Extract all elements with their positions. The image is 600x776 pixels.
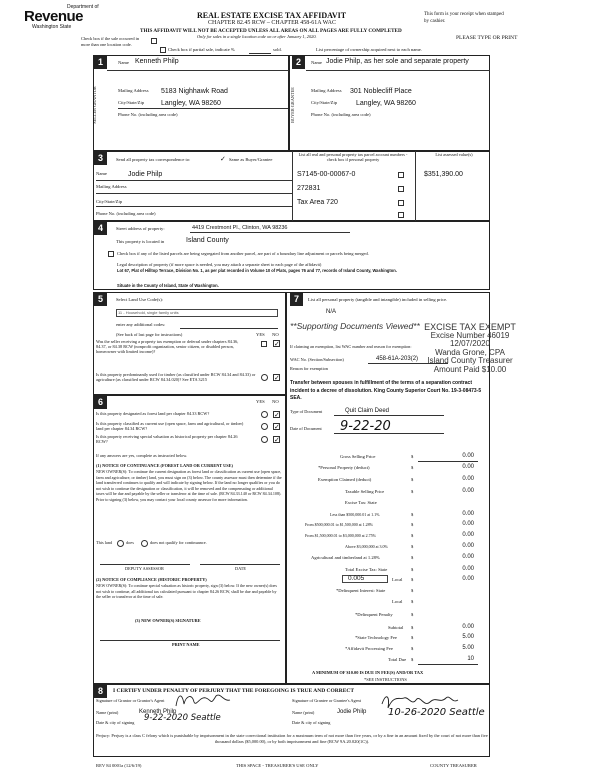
- grantee-date: 10-26-2020 Seattle: [388, 707, 485, 718]
- sec6-question-2: Is this property classified as current use (open space, farm and agricultural, or timber) land per chapter 84.34 RCW?: [96, 421, 244, 431]
- only-for-note: Only for sales in a single location code on or after January 1, 2020.: [197, 34, 317, 39]
- stamp-line-4: Wanda Grone, CPA: [435, 347, 505, 357]
- tech-fee-value: 5.00: [462, 634, 474, 640]
- same-as-buyer-label: Same as Buyer/Grantee: [229, 157, 273, 162]
- sec5-q2-no[interactable]: ✓: [274, 374, 280, 382]
- buyer-name-label: Name: [311, 60, 322, 65]
- taxable-label: Taxable Selling Price: [345, 489, 385, 494]
- buyer-name: Jodie Philp, as her sole and separate property: [326, 58, 469, 65]
- grantee-name-label: Name (print): [292, 710, 315, 715]
- excise-state-label: Excise Tax: State: [345, 500, 377, 505]
- rate-1-dollar: $: [411, 512, 414, 517]
- gross-dollar: $: [411, 454, 414, 459]
- taxable-value: 0.00: [462, 488, 474, 494]
- gross-label: Gross Selling Price: [340, 454, 376, 459]
- delinquent-penalty-dollar: $: [411, 612, 414, 617]
- date-label: DATE: [235, 566, 246, 571]
- personal-deduct-label: *Personal Property (deduct): [318, 465, 370, 470]
- section-5-number: 5: [94, 293, 107, 306]
- treasurer-only: THIS SPACE - TREASURER'S USE ONLY: [236, 763, 319, 768]
- stamp-line-2: Excise Number 46019: [430, 330, 510, 340]
- form-subtitle: CHAPTER 82.45 RCW – CHAPTER 458-61A WAC: [208, 20, 336, 26]
- rate-5-value: 0.00: [462, 554, 474, 560]
- subtotal-label: Subtotal: [388, 625, 404, 630]
- segregation-checkbox[interactable]: [108, 251, 114, 257]
- sec6-q3-yes[interactable]: [261, 436, 268, 443]
- tax-address-label: Mailing Address: [96, 184, 127, 189]
- form-title: REAL ESTATE EXCISE TAX AFFIDAVIT: [197, 11, 347, 20]
- taxable-dollar: $: [411, 489, 414, 494]
- sec6-yes-header: YES: [256, 399, 265, 404]
- print-name-label: PRINT NAME: [172, 642, 200, 647]
- rate-2-value: 0.00: [462, 521, 474, 527]
- sec5-q1-yes[interactable]: [261, 341, 267, 347]
- section-6-number: 6: [94, 396, 107, 409]
- tax-name-label: Name: [96, 171, 107, 176]
- seller-address: 5183 Nighhawk Road: [161, 88, 228, 95]
- stamp-line-6: Amount Paid $10.00: [433, 364, 507, 374]
- affidavit-fee-value: 5.00: [462, 645, 474, 651]
- see-instructions-note: *SEE INSTRUCTIONS: [364, 677, 407, 682]
- parcel-3-checkbox[interactable]: [398, 200, 404, 206]
- section-7-number: 7: [290, 293, 303, 306]
- grantor-name-label: Name (print): [96, 710, 119, 715]
- excise-exempt-stamp: [400, 323, 540, 374]
- sec6-q1-no[interactable]: ✓: [274, 411, 280, 419]
- dept-state: Washington State: [32, 24, 72, 30]
- land-use-value: 11 - Household, single family units: [118, 310, 179, 315]
- does-label: does: [126, 540, 134, 545]
- assessed-value: $351,390.00: [424, 171, 463, 178]
- stamp-line-1: EXCISE TAX EXEMPT: [424, 322, 516, 332]
- rate-3-label: From $1,500,000.01 to $3,000,000 at 2.75%: [305, 533, 376, 538]
- legal-label: Legal description of property (if more space is needed, you may attach a separate sheet to each page of the affidavit): [117, 262, 322, 267]
- parcel-1: S7145-00-00067-0: [297, 171, 356, 178]
- buyer-address-label: Mailing Address: [311, 88, 342, 93]
- grantee-date-label: Date & city of signing: [292, 720, 331, 725]
- situate: Situate in the County of Island, State of Washington.: [117, 283, 219, 288]
- buyer-side-label: BUYER GRANTEE: [290, 87, 295, 123]
- county-label: This property is located in: [116, 239, 165, 244]
- parcel-4-checkbox[interactable]: [398, 212, 404, 218]
- personal-property-na: N/A: [326, 309, 337, 315]
- grantor-date: 9-22-2020 Seattle: [144, 713, 221, 723]
- see-back-note: (See back of last page for instructions): [116, 332, 183, 337]
- parcels-header: List all real and personal property tax parcel account numbers - check box if personal property: [298, 152, 408, 162]
- certify-statement: I CERTIFY UNDER PENALTY OF PERJURY THAT THE FOREGOING IS TRUE AND CORRECT: [113, 688, 355, 694]
- notice-1-body: NEW OWNER(S): To continue the current designation as forest land or classification as current use (open space, farm and agriculture, or timber) land, you must sign on (3) below. The county assessor must then determine if the land transferred continues to qualify and will indicate by signing below. If the land no longer qualifies or you do not wish to continue the designation or classification, it will be removed and the compensating or additional taxes will be due and payable by the seller or transferor at the time of sale. (RCW 84.33.140 or RCW 84.34.108). Prior to signing (3) below, you may contact your local county assessor for more information.: [96, 469, 282, 502]
- buyer-address: 301 Noblecliff Place: [350, 88, 412, 95]
- doc-date-label: Date of Document: [290, 426, 322, 431]
- does-not-label: does not qualify for continuance.: [150, 540, 207, 545]
- rate-3-dollar: $: [411, 533, 414, 538]
- sec5-q2-yes[interactable]: [261, 374, 268, 381]
- wac-label: WAC No. (Section/Subsection): [290, 357, 344, 362]
- local-dollar: $: [411, 577, 414, 582]
- ownership-note: List percentage of ownership acquired next to each name.: [316, 47, 422, 52]
- grantee-name: Jodie Philp: [337, 709, 367, 715]
- additional-codes-label: enter any additional codes:: [116, 322, 166, 327]
- tech-fee-label: *State Technology Fee: [355, 635, 397, 640]
- grantor-signature: [172, 690, 234, 710]
- total-state-value: 0.00: [462, 566, 474, 572]
- exemption-label: If claiming an exemption, list WAC number and reason for exemption:: [290, 344, 412, 349]
- sec6-question-1: Is this property designated as forest land per chapter 84.33 RCW?: [96, 411, 210, 416]
- rate-2-dollar: $: [411, 522, 414, 527]
- sec5-question-1: Was the seller receiving a property tax exemption or deferral under chapters 84.36, 84.37, or 84.38 RCW (nonprofit organization, senior citizen, or disabled person, homeowner with limited income)?: [96, 339, 239, 354]
- section-2-number: 2: [292, 56, 305, 69]
- notice-2-body: NEW OWNER(S): To continue special valuation as historic property, sign (3) below. If the new owner(s) does not wish to continue, all additional tax calculated pursuant to chapter 84.26 RCW, shall be due and payable by the seller or transferor at the time of sale.: [96, 583, 277, 600]
- personal-deduct-value: 0.00: [462, 464, 474, 470]
- total-state-dollar: $: [411, 567, 414, 572]
- same-as-buyer-check[interactable]: ✓: [220, 155, 226, 163]
- sec6-q2-no[interactable]: ✓: [274, 423, 280, 431]
- parcel-2-checkbox[interactable]: [398, 186, 404, 192]
- sec5-q1-no[interactable]: ✓: [274, 340, 280, 348]
- sec6-q2-yes[interactable]: [261, 423, 268, 430]
- street-label: Street address of property:: [116, 226, 165, 231]
- rate-1-label: Less than $500,000.01 at 1.1%: [330, 512, 380, 517]
- delinquent-interest-dollar: $: [411, 588, 414, 593]
- section-3-number: 3: [94, 152, 107, 165]
- grantee-signature-label: Signature of Grantee or Grantee's Agent: [292, 698, 361, 703]
- doc-type: Quit Claim Deed: [345, 408, 390, 414]
- seller-name-label: Name: [118, 60, 129, 65]
- doc-type-label: Type of Document: [290, 409, 323, 414]
- section-4-number: 4: [94, 222, 107, 235]
- revision: REV 84 0001a (12/6/19): [96, 763, 142, 768]
- rate-4-label: Above $3,000,000 at 3.0%: [345, 544, 388, 549]
- subtotal-value: 0.00: [462, 624, 474, 630]
- notice-1-title: (1) NOTICE OF CONTINUANCE (FOREST LAND OR CURRENT USE): [96, 463, 233, 468]
- buyer-phone-label: Phone No. (including area code): [311, 112, 371, 117]
- seller-side-label: SELLER GRANTOR: [92, 86, 97, 124]
- form-warning: THIS AFFIDAVIT WILL NOT BE ACCEPTED UNLESS ALL AREAS ON ALL PAGES ARE FULLY COMPLETED: [140, 28, 402, 34]
- reason-text: Transfer between spouses in fulfillment of the terms of a separation contract incident to a decree of dissolution. King County Superior Court No. 19-3-08473-5 SEA.: [290, 380, 482, 401]
- reason-label: Reason for exemption: [290, 366, 328, 371]
- no-header: NO: [272, 332, 279, 337]
- grantor-name: Kenneth Philp: [139, 709, 177, 715]
- assessed-header: List assessed value(s): [435, 152, 473, 157]
- doc-date: 9-22-20: [340, 419, 391, 434]
- local-2-label: Local: [392, 599, 403, 604]
- seller-address-label: Mailing Address: [118, 88, 149, 93]
- parcel-3: Tax Area 720: [297, 199, 338, 206]
- subtotal-dollar: $: [411, 625, 414, 630]
- multi-location-note: Check box if the sale occurred in more than one location code.: [81, 36, 140, 47]
- sec6-question-3: Is this property receiving special valuation as historical property per chapter 84.26 RCW?: [96, 434, 238, 444]
- land-use-label: Select Land Use Code(s):: [116, 297, 164, 302]
- segregation-label: Check box if any of the listed parcels are being segregated from another parcel, are part of a boundary line adjustment or parcels being merged.: [117, 251, 369, 256]
- seller-city: Langley, WA 98260: [161, 100, 221, 107]
- exemption-claimed-label: Exemption Claimed (deduct): [318, 477, 372, 482]
- send-correspondence-label: Send all property tax correspondence to:: [116, 157, 191, 162]
- seller-name: Kenneth Philp: [135, 58, 179, 65]
- county: Island County: [186, 237, 229, 244]
- does-not-radio[interactable]: [141, 540, 148, 547]
- yes-header: YES: [256, 332, 265, 337]
- street-address: 4419 Crestmont Pl., Clinton, WA 98236: [192, 225, 288, 231]
- stamp-line-3: 12/07/2020: [449, 339, 491, 348]
- if-yes-note: If any answers are yes, complete as instructed below.: [96, 453, 188, 458]
- exemption-claimed-value: 0.00: [462, 476, 474, 482]
- rate-4-dollar: $: [411, 544, 414, 549]
- local-label: Local: [392, 577, 403, 582]
- personal-dollar: $: [411, 465, 414, 470]
- sec5-question-2: Is this property predominantly used for timber (as classified under RCW 84.34 and 84.33) or agriculture (as classified under RCW 84.34.020)? See ETA 3215: [96, 372, 256, 382]
- supporting-documents-note: **Supporting Documents Viewed**: [290, 321, 420, 331]
- parcel-1-checkbox[interactable]: [398, 172, 404, 178]
- receipt-note: This form is your receipt when stamped by cashier.: [424, 12, 504, 24]
- notice-2-title: (2) NOTICE OF COMPLIANCE (HISTORIC PROPERTY): [96, 577, 207, 582]
- sec6-no-header: NO: [272, 399, 279, 404]
- multi-location-checkbox[interactable]: [151, 38, 157, 44]
- affidavit-fee-label: *Affidavit Processing Fee: [345, 646, 393, 651]
- perjury-notice: Perjury: Perjury is a class C felony which is punishable by imprisonment in the state correctional institution for a maximum term of not more than five years, or by a fine in an amount fixed by the court of not more than five thousand dollars ($5,000.00), or by both imprisonment and fine (RCW 9A.20.020(1C)).: [96, 733, 488, 744]
- parcel-2: 272831: [297, 185, 321, 192]
- print-note: PLEASE TYPE OR PRINT: [456, 35, 518, 41]
- exemption-dollar: $: [411, 477, 414, 482]
- local-value: 0.00: [462, 576, 474, 582]
- minimum-note: A MINIMUM OF $10.00 IS DUE IN FEE(S) AND/OR TAX: [312, 670, 424, 675]
- buyer-city: Langley, WA 98260: [356, 100, 416, 107]
- grantor-signature-label: Signature of Grantor or Grantor's Agent: [96, 698, 165, 703]
- local-2-dollar: $: [411, 599, 414, 604]
- total-due-dollar: $: [411, 657, 414, 662]
- tech-fee-dollar: $: [411, 635, 414, 640]
- personal-property-label: List all personal property (tangible and intangible) included in selling price.: [308, 297, 448, 302]
- sec6-q3-no[interactable]: ✓: [274, 436, 280, 444]
- local-rate: 0.005: [348, 575, 365, 582]
- rate-5-label: Agricultural and timberland at 1.28%: [311, 555, 380, 560]
- dept-line1: Department of: [67, 4, 99, 10]
- revenue-logo: Revenue: [24, 8, 84, 25]
- does-radio[interactable]: [117, 540, 124, 547]
- partial-sale-checkbox[interactable]: [160, 47, 166, 53]
- wac-number: 458-61A-203(2): [376, 356, 419, 362]
- gross-value: 0.00: [462, 453, 474, 459]
- tax-name: Jodie Philp: [128, 171, 163, 178]
- section-1-number: 1: [94, 56, 107, 69]
- rate-1-value: 0.00: [462, 511, 474, 517]
- deputy-assessor-label: DEPUTY ASSESSOR: [125, 566, 164, 571]
- rate-5-dollar: $: [411, 555, 414, 560]
- county-treasurer: COUNTY TREASURER: [430, 763, 477, 768]
- rate-3-value: 0.00: [462, 532, 474, 538]
- total-due-value: 10: [467, 656, 474, 662]
- delinquent-interest-label: *Delinquent Interest: State: [336, 588, 386, 593]
- partial-sale-label: Check box if partial sale, indicate %: [168, 47, 235, 52]
- delinquent-penalty-label: *Delinquent Penalty: [355, 612, 393, 617]
- section-8-number: 8: [94, 685, 107, 698]
- land-does-label: This land: [96, 540, 113, 545]
- total-state-label: Total Excise Tax: State: [345, 567, 388, 572]
- sold-label: sold.: [273, 47, 282, 52]
- grantor-date-label: Date & city of signing: [96, 720, 135, 725]
- rate-4-value: 0.00: [462, 543, 474, 549]
- seller-city-label: City/State/Zip: [118, 100, 145, 105]
- seller-phone-label: Phone No. (including area code): [118, 112, 178, 117]
- new-owner-signature-label: (3) NEW OWNER(S) SIGNATURE: [135, 618, 201, 623]
- buyer-city-label: City/State/Zip: [311, 100, 338, 105]
- affidavit-fee-dollar: $: [411, 646, 414, 651]
- rate-2-label: From $500,000.01 to $1,500,000 at 1.28%: [305, 522, 373, 527]
- tax-city-label: City/State/Zip: [96, 199, 123, 204]
- total-due-label: Total Due: [388, 657, 407, 662]
- stamp-line-5: Island County Treasurer: [427, 356, 513, 365]
- sec6-q1-yes[interactable]: [261, 411, 268, 418]
- tax-phone-label: Phone No. (including area code): [96, 211, 156, 216]
- legal-description: Lot 67, Plat of Hilltop Terrace, Division No. 1, as per plat recorded in Volume 10 of Plats, pages 76 and 77, records of Island County, Washington.: [117, 268, 397, 273]
